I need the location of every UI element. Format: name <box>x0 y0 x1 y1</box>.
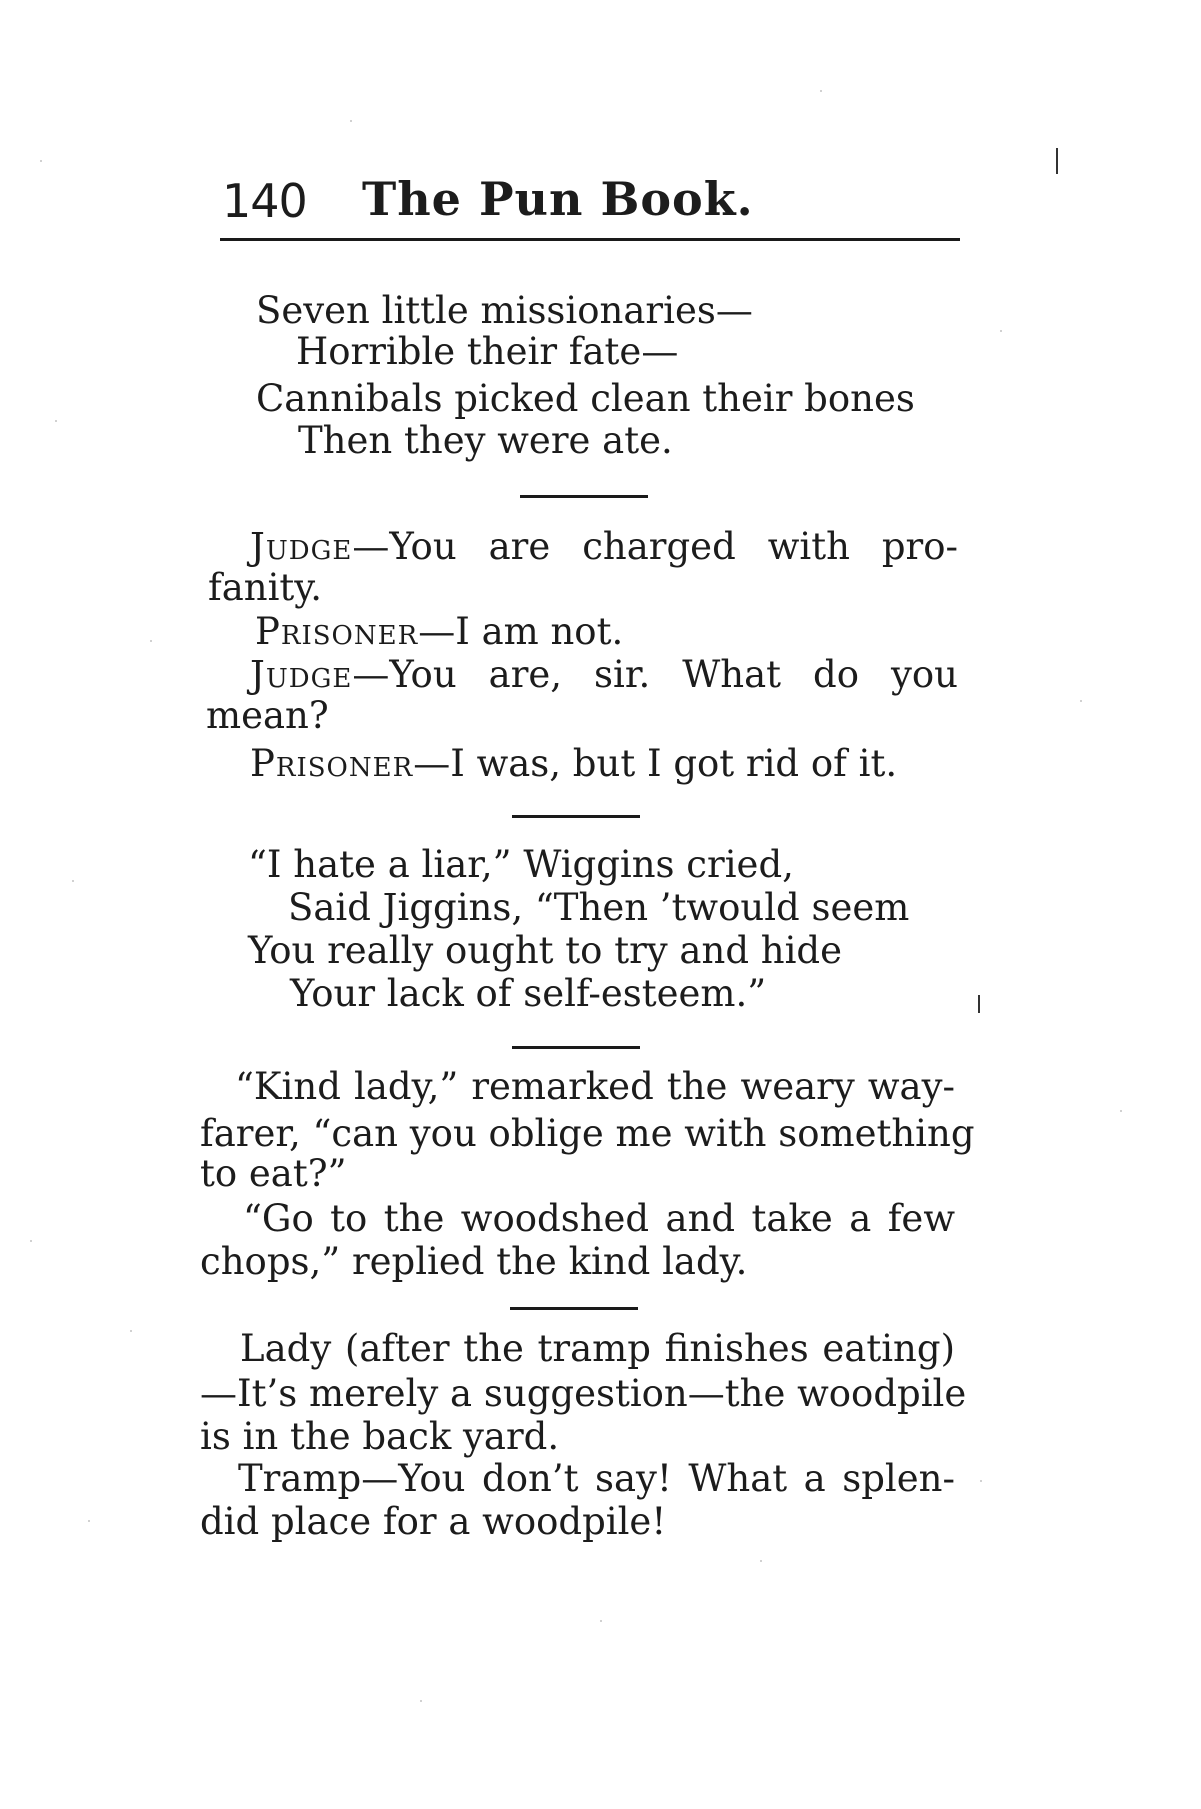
poem-line: Cannibals picked clean their bones <box>256 377 915 420</box>
poem-line: “I hate a liar,” Wiggins cried, <box>248 843 794 886</box>
story-line: —It’s merely a suggestion—the woodpile <box>200 1372 967 1415</box>
margin-mark <box>978 995 980 1013</box>
story-line: “Kind lady,” remarked the weary way- <box>235 1065 955 1108</box>
poem-line: Seven little missionaries— <box>256 289 753 332</box>
dialogue-line <box>250 653 958 696</box>
story-line: did place for a woodpile! <box>200 1500 667 1543</box>
speaker-judge: Judge <box>250 525 353 568</box>
section-divider <box>512 1046 640 1049</box>
dialogue-text: —I was, but I got rid of it. <box>413 742 898 785</box>
story-line: farer, “can you oblige me with something <box>200 1112 975 1155</box>
dialogue-line: fanity. <box>208 566 323 609</box>
poem-line: Then they were ate. <box>298 419 673 462</box>
section-divider <box>510 1307 638 1310</box>
dialogue-text: —You are charged with pro- <box>352 525 958 568</box>
story-line: to eat?” <box>200 1152 347 1195</box>
story-line: chops,” replied the kind lady. <box>200 1240 748 1283</box>
dialogue-line <box>250 742 898 785</box>
book-title: The Pun Book. <box>362 172 754 226</box>
story-line: Tramp—You don’t say! What a splen- <box>238 1457 955 1500</box>
story-line: Lady (after the tramp finishes eating) <box>240 1327 955 1370</box>
dialogue-line <box>255 610 624 653</box>
page-header <box>220 170 960 241</box>
poem-line: Your lack of self-esteem.” <box>290 972 767 1015</box>
dialogue-text: —You are, sir. What do you <box>352 653 958 696</box>
story-line: is in the back yard. <box>200 1415 560 1458</box>
speaker-prisoner: Prisoner <box>250 742 414 785</box>
dialogue-line: mean? <box>206 694 329 737</box>
poem-line: Said Jiggins, “Then ’twould seem <box>288 886 910 929</box>
poem-line: You really ought to try and hide <box>248 929 843 972</box>
margin-mark <box>1056 148 1058 174</box>
dialogue-line <box>250 525 958 568</box>
section-divider <box>520 495 648 498</box>
page-number: 140 <box>222 174 307 228</box>
dialogue-text: —I am not. <box>418 610 624 653</box>
story-line: “Go to the woodshed and take a few <box>243 1197 955 1240</box>
section-divider <box>512 815 640 818</box>
poem-line: Horrible their fate— <box>296 330 679 373</box>
speaker-judge: Judge <box>250 653 353 696</box>
speaker-prisoner: Prisoner <box>255 610 419 653</box>
